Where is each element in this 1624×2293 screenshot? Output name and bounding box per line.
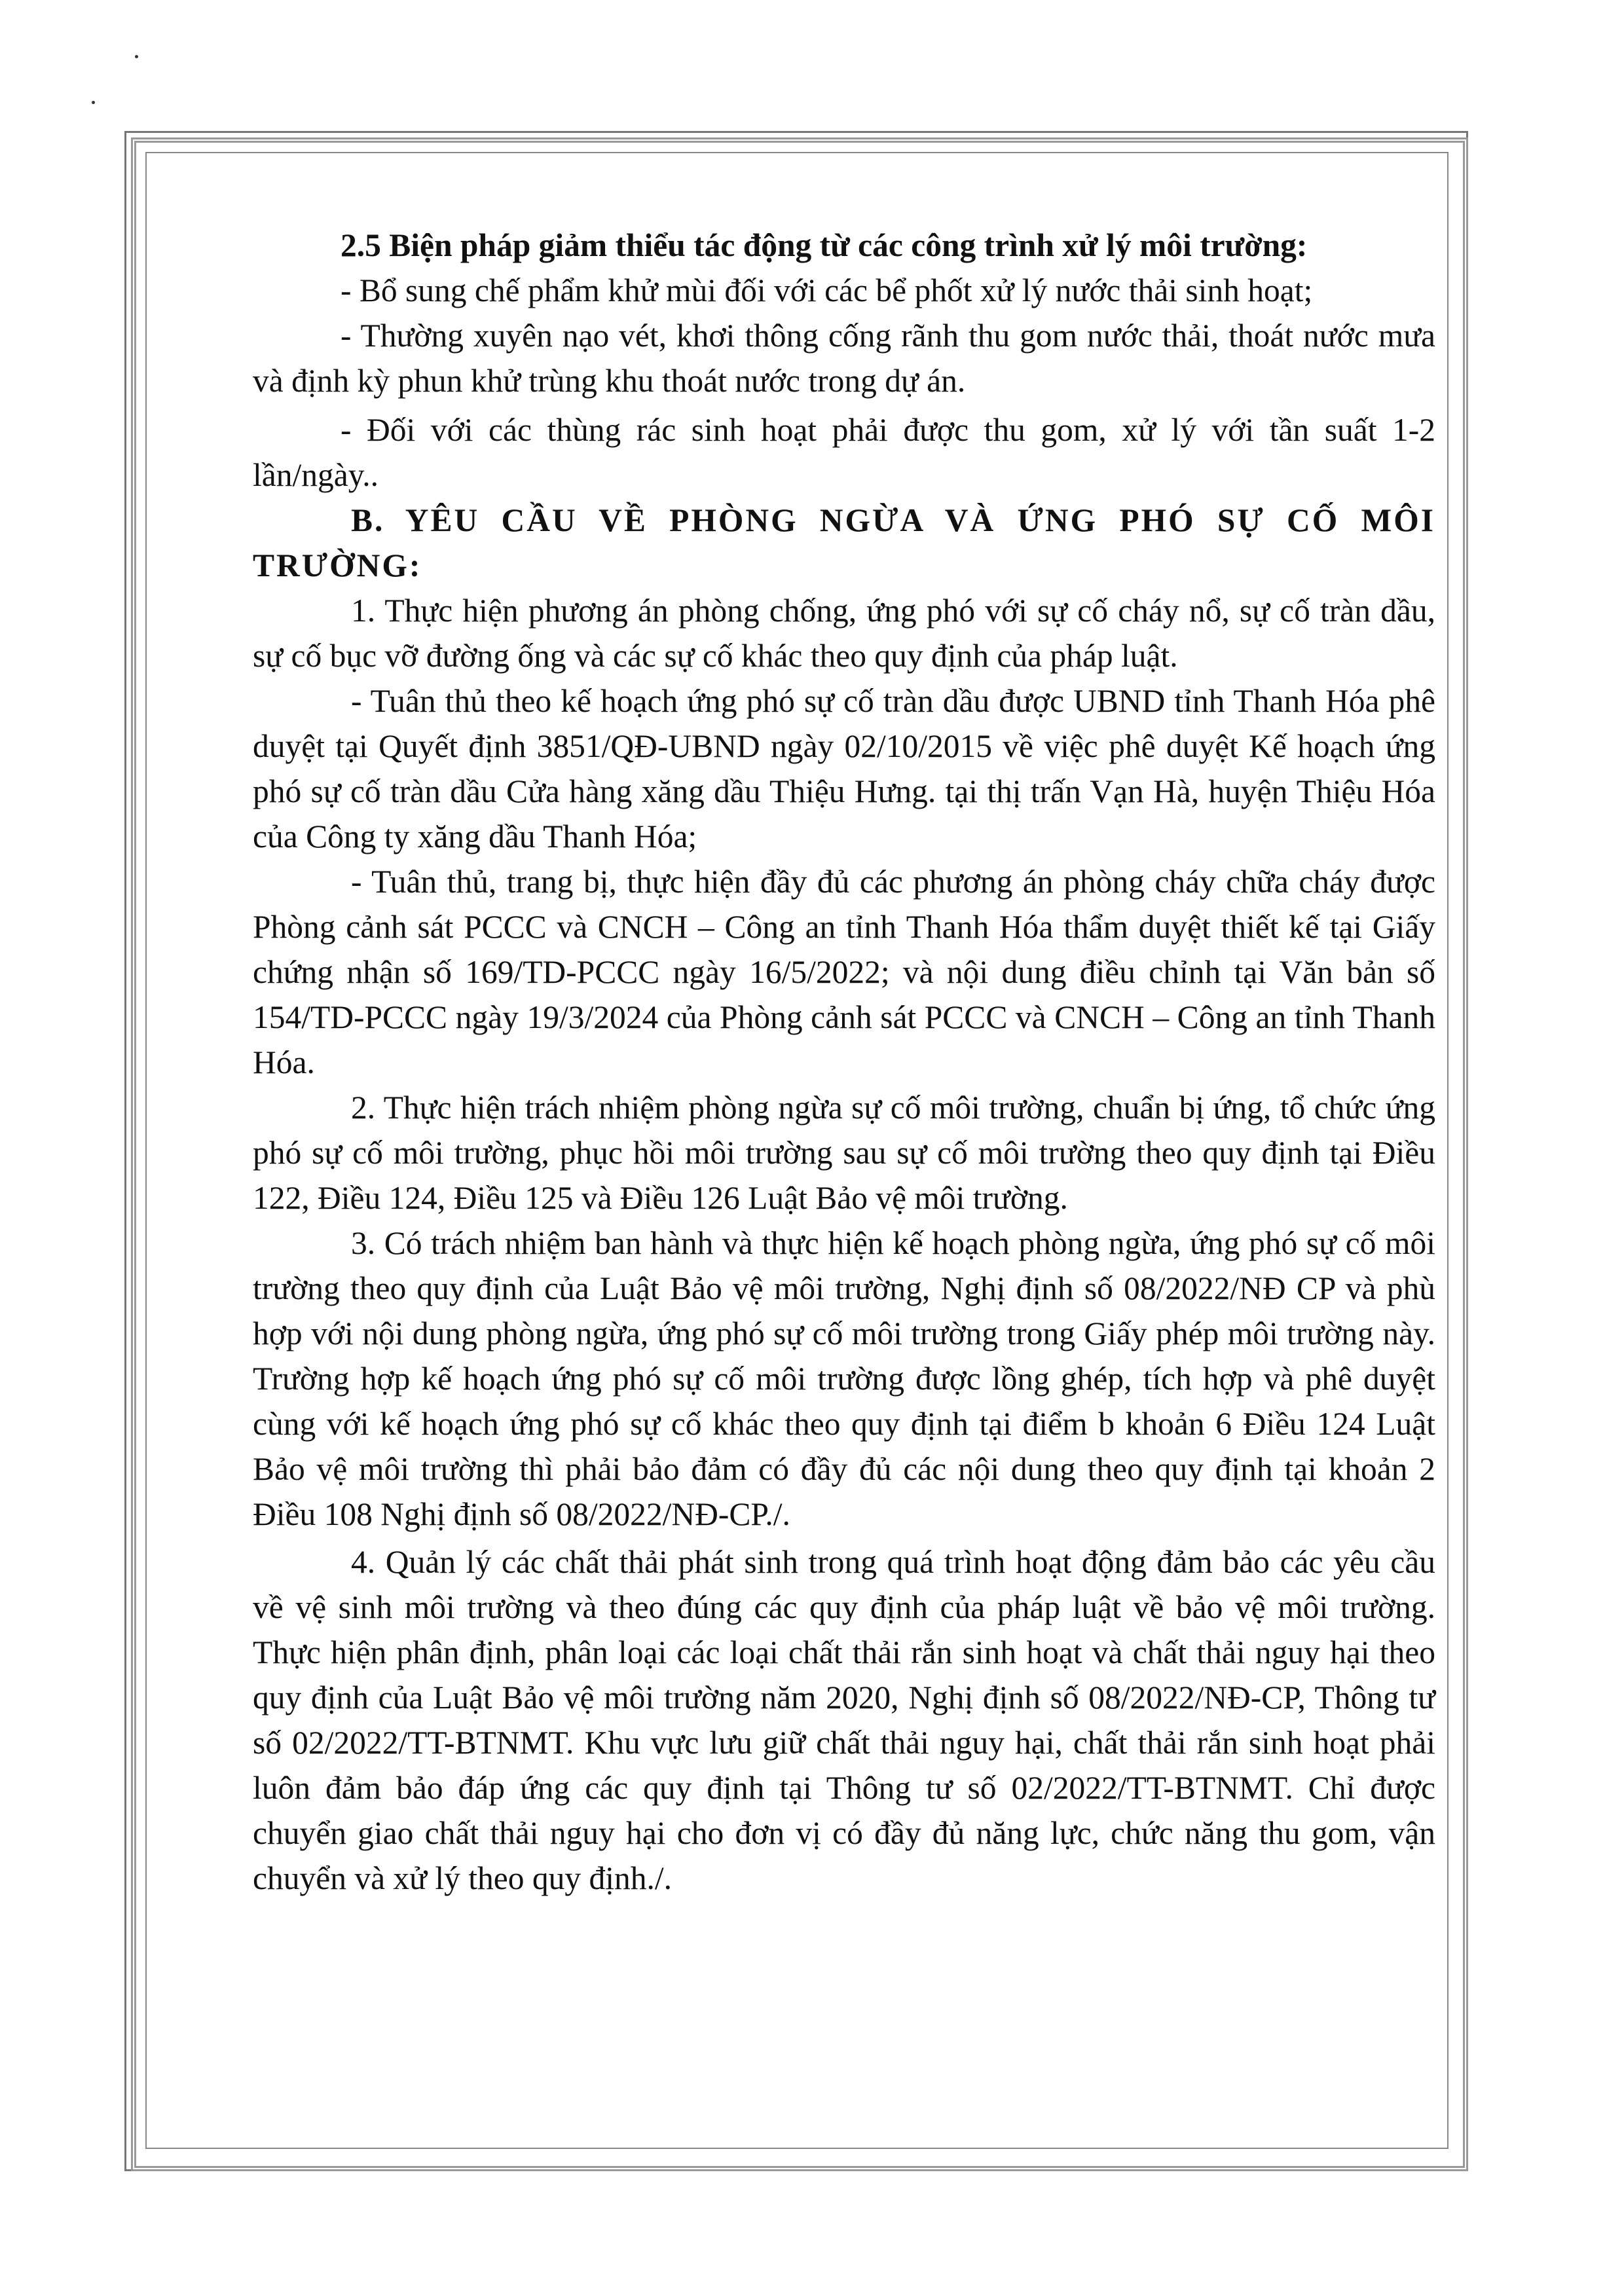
- scan-speck: [135, 55, 138, 58]
- section-2-5-item: - Thường xuyên nạo vét, khơi thông cống rãnh thu gom nước thải, thoát nước mưa và định kỳ phun khử trùng khu thoát nước trong dự án.: [253, 318, 1435, 399]
- section-b-paragraph-3: 3. Có trách nhiệm ban hành và thực hiện kế hoạch phòng ngừa, ứng phó sự cố môi trường theo quy định của Luật Bảo vệ môi trường, Nghị định số 08/2022/NĐ CP và phù hợp với nội dung phòng ngừa, ứng phó sự cố môi trường trong Giấy phép môi trường này. Trường hợp kế hoạch ứng phó sự cố môi trường được lồng ghép, tích hợp và phê duyệt cùng với kế hoạch ứng phó sự cố khác theo quy định tại điểm b khoản 6 Điều 124 Luật Bảo vệ môi trường thì phải bảo đảm có đầy đủ các nội dung theo quy định tại khoản 2 Điều 108 Nghị định số 08/2022/NĐ-CP./.: [253, 1225, 1435, 1532]
- section-b-paragraph-1b: - Tuân thủ, trang bị, thực hiện đầy đủ các phương án phòng cháy chữa cháy được Phòng cảnh sát PCCC và CNCH – Công an tỉnh Thanh Hóa thẩm duyệt thiết kế tại Giấy chứng nhận số 169/TD-PCCC ngày 16/5/2022; và nội dung điều chỉnh tại Văn bản số 154/TD-PCCC ngày 19/3/2024 của Phòng cảnh sát PCCC và CNCH – Công an tỉnh Thanh Hóa.: [253, 864, 1435, 1080]
- section-b-heading: B. YÊU CẦU VỀ PHÒNG NGỪA VÀ ỨNG PHÓ SỰ CỐ MÔI TRƯỜNG:: [253, 502, 1435, 583]
- section-2-5-item: - Bổ sung chế phẩm khử mùi đối với các bể phốt xử lý nước thải sinh hoạt;: [341, 272, 1313, 308]
- scan-speck: [92, 101, 95, 104]
- document-body: [253, 223, 1435, 1901]
- section-b-paragraph-1: 1. Thực hiện phương án phòng chống, ứng phó với sự cố cháy nổ, sự cố tràn dầu, sự cố bục vỡ đường ống và các sự cố khác theo quy định của pháp luật.: [253, 593, 1435, 674]
- section-2-5-item: - Đối với các thùng rác sinh hoạt phải được thu gom, xử lý với tần suất 1-2 lần/ngày..: [253, 412, 1435, 493]
- section-2-5-heading: 2.5 Biện pháp giảm thiểu tác động từ các công trình xử lý môi trường:: [341, 227, 1308, 263]
- section-b-paragraph-1a: - Tuân thủ theo kế hoạch ứng phó sự cố tràn dầu được UBND tỉnh Thanh Hóa phê duyệt tại Quyết định 3851/QĐ-UBND ngày 02/10/2015 về việc phê duyệt Kế hoạch ứng phó sự cố tràn dầu Cửa hàng xăng dầu Thiệu Hưng. tại thị trấn Vạn Hà, huyện Thiệu Hóa của Công ty xăng dầu Thanh Hóa;: [253, 683, 1435, 854]
- section-b-paragraph-2: 2. Thực hiện trách nhiệm phòng ngừa sự cố môi trường, chuẩn bị ứng, tổ chức ứng phó sự cố môi trường, phục hồi môi trường sau sự cố môi trường theo quy định tại Điều 122, Điều 124, Điều 125 và Điều 126 Luật Bảo vệ môi trường.: [253, 1090, 1435, 1216]
- section-b-paragraph-4: 4. Quản lý các chất thải phát sinh trong quá trình hoạt động đảm bảo các yêu cầu về vệ sinh môi trường và theo đúng các quy định của pháp luật về bảo vệ môi trường. Thực hiện phân định, phân loại các loại chất thải rắn sinh hoạt và chất thải nguy hại theo quy định của Luật Bảo vệ môi trường năm 2020, Nghị định số 08/2022/NĐ-CP, Thông tư số 02/2022/TT-BTNMT. Khu vực lưu giữ chất thải nguy hại, chất thải rắn sinh hoạt phải luôn đảm bảo đáp ứng các quy định tại Thông tư số 02/2022/TT-BTNMT. Chỉ được chuyển giao chất thải nguy hại cho đơn vị có đầy đủ năng lực, chức năng thu gom, vận chuyển và xử lý theo quy định./.: [253, 1544, 1435, 1896]
